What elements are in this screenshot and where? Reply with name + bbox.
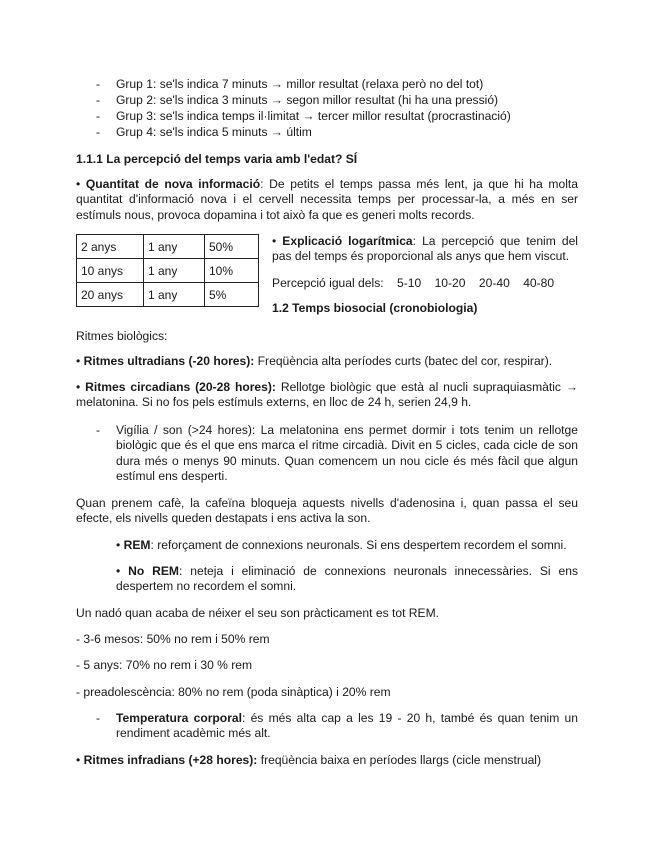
list-item: Grup 1: se'ls indica 7 minuts → millor resultat (relaxa però no del tot) bbox=[116, 77, 484, 91]
bullet: • bbox=[76, 380, 86, 394]
table-cell: 10 anys bbox=[77, 259, 144, 283]
age-table bbox=[76, 234, 259, 307]
paragraph-ultradians bbox=[76, 354, 552, 369]
stat-line: - 5 anys: 70% no rem i 30 % rem bbox=[76, 658, 253, 672]
age-range: 5-10 bbox=[396, 276, 422, 290]
list-dash: - bbox=[96, 93, 101, 107]
paragraph-nado: Un nadó quan acaba de néixer el seu son pràcticament es tot REM. bbox=[76, 606, 440, 620]
term-label: No REM bbox=[128, 564, 179, 578]
subheading: Ritmes biològics: bbox=[76, 329, 168, 343]
paragraph-vigilia: Vigília / son (>24 hores): La melatonina ens permet dormir i tots tenim un rellotge biològic que és el que ens marca el ritme circadià. Divit en 5 cicles, cada cicle de son dura més o menys 90 minuts. Quan comencem un nou cicle és més fàcil que algun estímul ens desperti. bbox=[116, 423, 578, 484]
table-cell: 10% bbox=[205, 259, 259, 283]
paragraph-temperatura bbox=[116, 711, 578, 742]
paragraph-text: : De petits el temps passa més lent, ja que hi ha molta quantitat d'informació nova i el cervell necessita temps per processar-la, a més en ser estímuls nous, provoca dopamina i tot això fa que es generi molts records. bbox=[76, 177, 578, 222]
percepcio-line bbox=[272, 276, 554, 291]
term-label: Ritmes circadians (20-28 hores): bbox=[85, 380, 276, 394]
table-row bbox=[77, 235, 259, 259]
age-range: 40-80 bbox=[523, 276, 555, 290]
paragraph-text: Rellotge biològic que està al nucli supraquiasmàtic → melatonina. Si no fos pels estímuls externs, en lloc de 24 h, serien 24,9 h. bbox=[76, 380, 578, 410]
table-cell: 1 any bbox=[144, 283, 205, 307]
paragraph-text: : és més alta cap a les 19 - 20 h, també és quan tenim un rendiment acadèmic més alt. bbox=[116, 711, 578, 741]
paragraph-circadians bbox=[76, 380, 578, 411]
stat-line: - preadolescència: 80% no rem (poda sinàptica) i 20% rem bbox=[76, 685, 391, 699]
list-dash: - bbox=[96, 77, 101, 91]
list-dash: - bbox=[96, 423, 101, 437]
section-heading: 1.1.1 La percepció del temps varia amb l'edat? SÍ bbox=[76, 152, 358, 166]
table-cell: 1 any bbox=[144, 235, 205, 259]
paragraph-quantitat bbox=[76, 177, 578, 223]
table-cell: 50% bbox=[205, 235, 259, 259]
bullet: • bbox=[76, 177, 86, 191]
bullet: • bbox=[116, 564, 129, 578]
paragraph-text: Freqüència alta períodes curts (batec del cor, respirar). bbox=[254, 354, 553, 368]
table-row bbox=[77, 283, 259, 307]
table-cell: 20 anys bbox=[77, 283, 144, 307]
paragraph-norem bbox=[116, 564, 578, 595]
percepcio-label: Percepció igual dels: bbox=[272, 276, 384, 290]
table-cell: 5% bbox=[205, 283, 259, 307]
paragraph-rem bbox=[116, 538, 578, 553]
term-label: REM bbox=[123, 538, 151, 552]
term-label: Ritmes ultradians (-20 hores): bbox=[83, 354, 255, 368]
list-item: Grup 3: se'ls indica temps il·limitat → tercer millor resultat (procrastinació) bbox=[116, 109, 511, 123]
paragraph-text: freqüència baixa en períodes llargs (cicle menstrual) bbox=[257, 753, 542, 767]
paragraph-text: : La percepció que tenim del pas del temps és proporcional als anys que hem viscut. bbox=[272, 234, 578, 264]
list-dash: - bbox=[96, 711, 101, 725]
term-label: Quantitat de nova informació bbox=[85, 177, 261, 191]
bullet: • bbox=[272, 234, 283, 248]
age-range: 10-20 bbox=[434, 276, 466, 290]
list-item: Grup 4: se'ls indica 5 minuts → últim bbox=[116, 125, 312, 139]
bullet: • bbox=[116, 538, 124, 552]
term-label: Explicació logarítmica bbox=[282, 234, 413, 248]
section-heading: 1.2 Temps biosocial (cronobiologia) bbox=[272, 301, 478, 315]
list-dash: - bbox=[96, 109, 101, 123]
age-range: 20-40 bbox=[478, 276, 510, 290]
bullet: • bbox=[76, 354, 84, 368]
paragraph-text: : neteja i eliminació de connexions neuronals innecessàries. Si ens despertem no recordem el somni. bbox=[116, 564, 578, 594]
paragraph-text: : reforçament de connexions neuronals. Si ens despertem recordem el somni. bbox=[150, 538, 567, 552]
bullet: • bbox=[76, 753, 84, 767]
paragraph-explicacio bbox=[272, 234, 578, 265]
list-dash: - bbox=[96, 125, 101, 139]
paragraph-cafe: Quan prenem cafè, la cafeïna bloqueja aquests nivells d'adenosina i, quan passa el seu efecte, els nivells queden destapats i ens activa la son. bbox=[76, 496, 578, 526]
table-cell: 1 any bbox=[144, 259, 205, 283]
paragraph-infradians bbox=[76, 753, 541, 768]
list-item: Grup 2: se'ls indica 3 minuts → segon millor resultat (hi ha una pressió) bbox=[116, 93, 499, 107]
table-row bbox=[77, 259, 259, 283]
stat-line: - 3-6 mesos: 50% no rem i 50% rem bbox=[76, 632, 270, 646]
table-cell: 2 anys bbox=[77, 235, 144, 259]
term-label: Temperatura corporal bbox=[116, 711, 242, 725]
term-label: Ritmes infradians (+28 hores): bbox=[83, 753, 258, 767]
